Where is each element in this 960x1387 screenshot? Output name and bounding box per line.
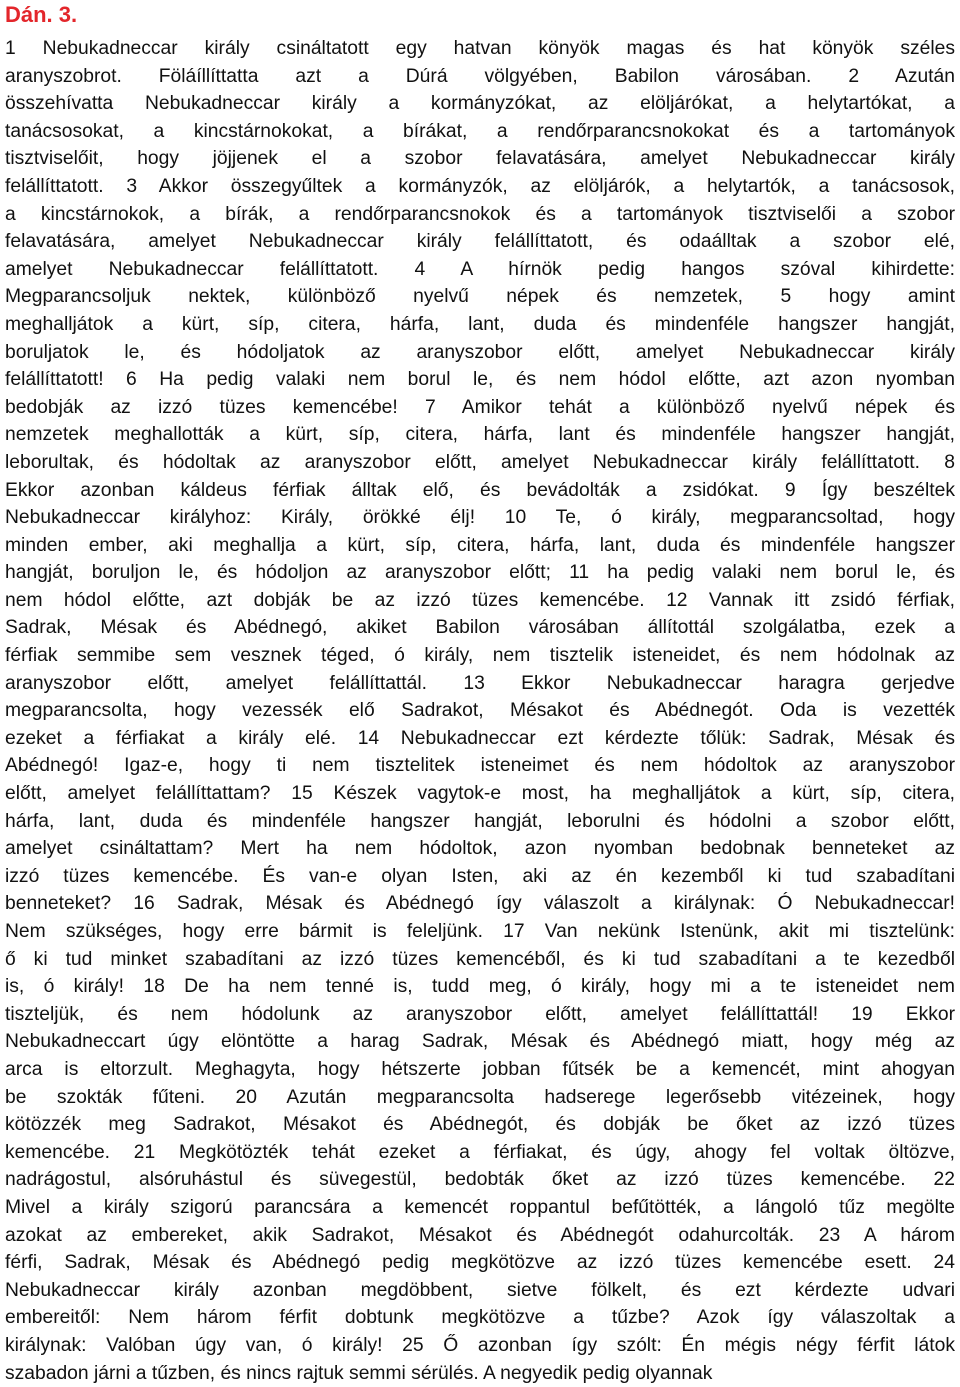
text-line: 1 Nebukadneccar király csináltatott egy hatvan könyök magas és hat könyök széles: [5, 38, 955, 59]
text-line: aranyszobor előtt, amelyet felállíttattál. 13 Ekkor Nebukadneccar haragra gerjedve: [5, 672, 955, 694]
text-line: felállíttatott. 3 Akkor összegyűltek a kormányzók, az elöljárók, a helytartók, a tanácsosok,: [5, 175, 955, 197]
text-line: aranyszobrot. Föláíllíttatta azt a Dúrá völgyében, Babilon városában. 2 Azután: [5, 65, 955, 87]
text-line: tiszteljük, és nem hódolunk az aranyszobor előtt, amelyet felállíttattál! 19 Ekkor: [5, 1003, 955, 1025]
text-line: Abédnegó! Igaz-e, hogy ti nem tisztelitek isteneimet és nem hódoltok az aranyszobor: [5, 755, 955, 777]
text-line: is, ó király! 18 De ha nem tenné is, tudd meg, ó király, hogy mi a te isteneidet nem: [5, 976, 955, 998]
chapter-body: [5, 31, 955, 1387]
text-line: be szokták fűteni. 20 Azután megparancsolta hadserege legerősebb vitézeinek, hogy: [5, 1086, 955, 1108]
chapter-heading: Dán. 3.: [5, 2, 78, 27]
text-line: nadrágostul, alsóruhástul és süvegestül, bedobták őket az izzó tüzes kemencébe. 22: [5, 1169, 955, 1191]
text-line: leborultak, és hódoltak az aranyszobor előtt, amelyet Nebukadneccar király felállíttatott. 8: [5, 451, 955, 473]
text-line: minden ember, aki meghallja a kürt, síp, citera, hárfa, lant, duda és mindenféle hangszer: [5, 534, 955, 556]
text-line: előtt, amelyet felállíttattam? 15 Készek vagytok-e most, ha meghalljátok a kürt, síp, citera,: [5, 783, 955, 805]
text-line: Mivel a király szigorú parancsára a kemencét roppantul befűtötték, a lángoló tűz megölte: [5, 1196, 955, 1218]
text-line: nem hódol előtte, azt dobják be az izzó tüzes kemencébe. 12 Vannak itt zsidó férfiak,: [5, 589, 955, 611]
text-line: Nebukadneccar király azonban megdöbbent, sietve fölkelt, és ezt kérdezte udvari: [5, 1279, 955, 1301]
text-line: kemencébe. 21 Megkötözték tehát ezeket a férfiakat, és úgy, ahogy fel voltak öltözve,: [5, 1141, 955, 1163]
document-page: [5, 0, 955, 1387]
text-line: felavatására, amelyet Nebukadneccar király felállíttatott, és odaálltak a szobor elé,: [5, 231, 955, 253]
text-line: férfiak semmibe sem vesznek téged, ó király, nem tisztelik isteneidet, és nem hódolnak az: [5, 645, 955, 667]
text-line: benneteket? 16 Sadrak, Mésak és Abédnegó így válaszolt a királynak: Ó Nebukadneccar!: [5, 893, 955, 915]
text-line: Megparancsoljuk nektek, különböző nyelvű népek és nemzetek, 5 hogy amint: [5, 286, 955, 308]
text-line: azokat az embereket, akik Sadrakot, Mésakot és Abédnegót odahurcolták. 23 A három: [5, 1224, 955, 1246]
text-line: tanácsosokat, a kincstárnokokat, a bírákat, a rendőrparancsnokokat és a tartományok: [5, 120, 955, 142]
text-line: ő ki tud minket szabadítani az izzó tüzes kemencéből, és ki tud szabadítani a te kezedből: [5, 948, 955, 970]
text-line: Sadrak, Mésak és Abédnegó, akiket Babilon városában állítottál szolgálatba, ezek a: [5, 617, 955, 639]
text-line: Nebukadneccart úgy elöntötte a harag Sadrak, Mésak és Abédnegó miatt, hogy még az: [5, 1031, 955, 1053]
text-line: amelyet csináltattam? Mert ha nem hódoltok, azon nyomban bedobnak benneteket az: [5, 838, 955, 860]
text-line: tisztviselőit, hogy jöjjenek el a szobor felavatására, amelyet Nebukadneccar király: [5, 148, 955, 170]
text-line: ezeket a férfiakat a király elé. 14 Nebukadneccar ezt kérdezte tőlük: Sadrak, Mésak és: [5, 727, 955, 749]
text-line: összehívatta Nebukadneccar király a kormányzókat, az elöljárókat, a helytartókat, a: [5, 93, 955, 115]
text-line: arca is eltorzult. Meghagyta, hogy hétszerte jobban fűtsék be a kemencét, mint ahogyan: [5, 1058, 955, 1080]
text-line: meghalljátok a kürt, síp, citera, hárfa, lant, duda és mindenféle hangszer hangját,: [5, 313, 955, 335]
text-line: a kincstárnokok, a bírák, a rendőrparancsnokok és a tartományok tisztviselői a szobor: [5, 203, 955, 225]
text-line: amelyet Nebukadneccar felállíttatott. 4 A hírnök pedig hangos szóval kihirdette:: [5, 258, 955, 280]
text-line: felállíttatott! 6 Ha pedig valaki nem borul le, és nem hódol előtte, azt azon nyomban: [5, 369, 955, 391]
text-line: bedobják az izzó tüzes kemencébe! 7 Amikor tehát a különböző nyelvű népek és: [5, 396, 955, 418]
text-line: kötözzék meg Sadrakot, Mésakot és Abédnegót, és dobják be őket az izzó tüzes: [5, 1114, 955, 1136]
text-line: Nem szükséges, hogy erre bármit is feleljünk. 17 Van nekünk Istenünk, akit mi tisztelünk:: [5, 921, 955, 942]
text-line: nemzetek meghallották a kürt, síp, citera, hárfa, lant és mindenféle hangszer hangját,: [5, 424, 955, 446]
text-line: Nebukadneccar királyhoz: Király, örökké élj! 10 Te, ó király, megparancsoltad, hogy: [5, 507, 955, 529]
text-line: boruljatok le, és hódoljatok az aranyszobor előtt, amelyet Nebukadneccar király: [5, 341, 955, 363]
text-line: királynak: Valóban úgy van, ó király! 25 Ő azonban így szólt: Én mégis négy férfit látok: [5, 1334, 955, 1356]
text-line: Ekkor azonban káldeus férfiak álltak elő, és bevádolták a zsidókat. 9 Így beszéltek: [5, 479, 955, 501]
text-line: férfi, Sadrak, Mésak és Abédnegó pedig megkötözve az izzó tüzes kemencébe esett. 24: [5, 1252, 955, 1274]
text-line: hangját, boruljon le, és hódoljon az aranyszobor előtt; 11 ha pedig valaki nem borul le, és: [5, 562, 955, 584]
text-line: izzó tüzes kemencébe. És van-e olyan Isten, aki az én kezemből ki tud szabadítani: [5, 865, 955, 887]
text-line: megparancsolta, hogy vezessék elő Sadrakot, Mésakot és Abédnegót. Oda is vezették: [5, 700, 955, 722]
text-line: hárfa, lant, duda és mindenféle hangszer hangját, leborulni és hódolni a szobor előtt,: [5, 810, 955, 832]
text-line: szabadon járni a tűzben, és nincs rajtuk semmi sérülés. A negyedik pedig olyannak: [5, 1362, 713, 1384]
text-line: embereitől: Nem három férfit dobtunk megkötözve a tűzbe? Azok így válaszoltak a: [5, 1307, 955, 1329]
